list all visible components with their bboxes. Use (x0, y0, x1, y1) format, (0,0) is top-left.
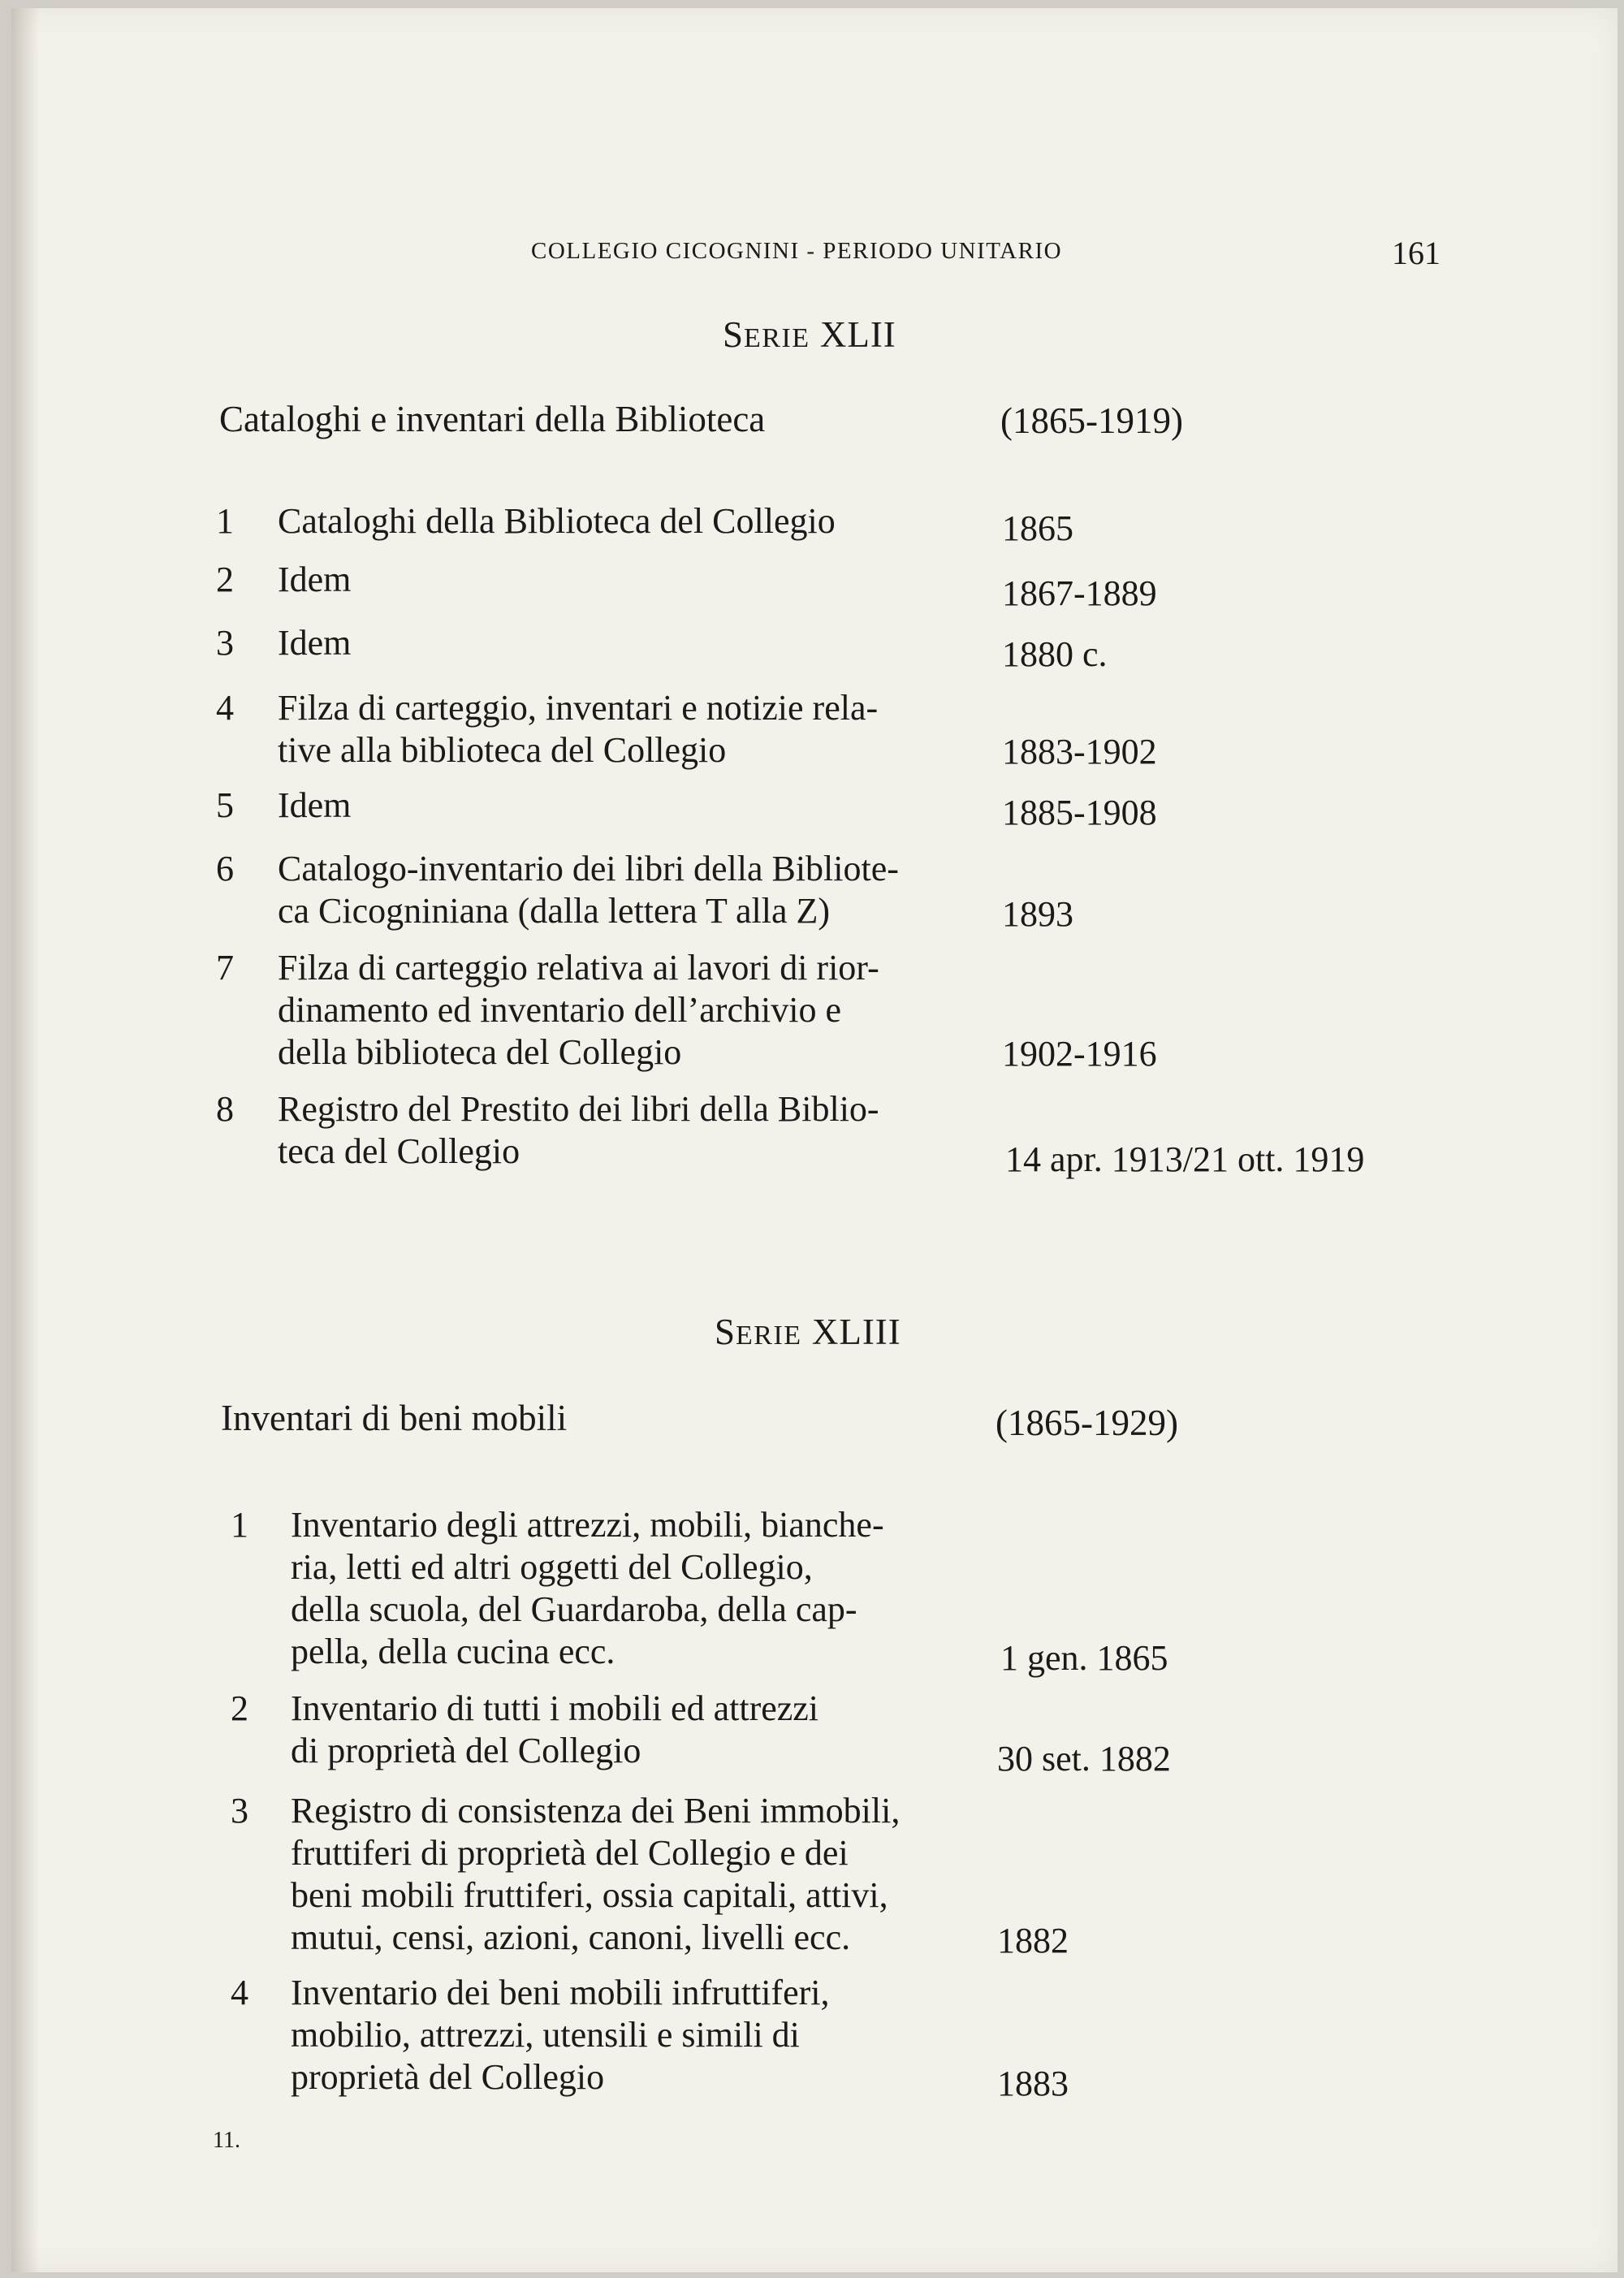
entry-line: beni mobili fruttiferi, ossia capitali, attivi, (291, 1875, 888, 1915)
entry-number: 8 (216, 1089, 234, 1129)
entry-description (291, 1504, 987, 1673)
section-title-xlii: Cataloghi e inventari della Biblioteca (219, 399, 766, 439)
entry-number: 2 (216, 560, 234, 599)
serie-heading-xlii (723, 313, 896, 356)
section-range-xliii: (1865-1929) (996, 1403, 1178, 1443)
entry-line: ria, letti ed altri oggetti del Collegio, (291, 1547, 813, 1587)
entry-line: dinamento ed inventario dell’archivio e (278, 990, 841, 1030)
serie-numeral: XLIII (811, 1312, 901, 1352)
entry-line: ca Cicogniniana (dalla lettera T alla Z) (278, 891, 831, 931)
page-number: 161 (1392, 235, 1440, 271)
entry-description (278, 785, 1025, 827)
entry-line: Registro di consistenza dei Beni immobili, (291, 1791, 901, 1831)
entry-number: 3 (216, 623, 234, 663)
serie-numeral: XLII (819, 314, 896, 355)
running-head: COLLEGIO CICOGNINI - PERIODO UNITARIO (531, 238, 1063, 264)
entry-number: 4 (231, 1973, 248, 2012)
entry-description (278, 687, 1025, 772)
entry-description (291, 1972, 987, 2099)
entry-line: Idem (278, 785, 352, 825)
serie-prefix: S (715, 1312, 736, 1352)
serie-smallcaps: ERIE (736, 1321, 802, 1351)
entry-line: Inventario dei beni mobili infruttiferi, (291, 1973, 830, 2012)
entry-line: di proprietà del Collegio (291, 1731, 641, 1770)
entry-line: teca del Collegio (278, 1131, 520, 1171)
entry-description (278, 500, 1025, 542)
entry-number: 2 (231, 1688, 248, 1728)
entry-date: 1880 c. (1002, 634, 1108, 674)
entry-date: 14 apr. 1913/21 ott. 1919 (1005, 1139, 1365, 1179)
entry-date: 1893 (1002, 894, 1073, 934)
signature-mark: 11. (213, 2128, 240, 2153)
entry-line: Inventario degli attrezzi, mobili, bianche- (291, 1505, 884, 1545)
section-range-xlii: (1865-1919) (1000, 400, 1183, 441)
entry-line: Cataloghi della Biblioteca del Collegio (278, 501, 836, 541)
entry-line: della biblioteca del Collegio (278, 1032, 682, 1072)
entry-date: 1865 (1002, 508, 1073, 548)
entry-description (291, 1688, 987, 1772)
entry-line: proprietà del Collegio (291, 2057, 605, 2097)
serie-smallcaps: ERIE (744, 323, 810, 353)
entry-line: Registro del Prestito dei libri della Biblio- (278, 1089, 879, 1129)
entry-line: della scuola, del Guardaroba, della cap- (291, 1589, 857, 1629)
entry-line: Catalogo-inventario dei libri della Bibliote- (278, 849, 899, 888)
entry-line: Idem (278, 560, 352, 599)
entry-line: Filza di carteggio, inventari e notizie rela- (278, 688, 879, 728)
entry-description (278, 559, 1025, 601)
entry-description (278, 848, 1025, 932)
entry-number: 4 (216, 688, 234, 728)
entry-date: 1902-1916 (1002, 1034, 1157, 1074)
entry-description (278, 1088, 1025, 1173)
entry-date: 1883 (997, 2064, 1069, 2103)
entry-description (278, 622, 1025, 664)
entry-line: Idem (278, 623, 352, 663)
section-title-xliii: Inventari di beni mobili (221, 1398, 568, 1438)
entry-date: 1 gen. 1865 (1000, 1638, 1168, 1678)
entry-number: 1 (216, 501, 234, 541)
entry-line: mutui, censi, azioni, canoni, livelli ecc. (291, 1917, 851, 1957)
entry-line: fruttiferi di proprietà del Collegio e dei (291, 1833, 849, 1873)
entry-line: pella, della cucina ecc. (291, 1632, 615, 1671)
entry-date: 1882 (997, 1921, 1069, 1960)
serie-heading-xliii (715, 1311, 901, 1353)
entry-number: 5 (216, 785, 234, 825)
entry-number: 3 (231, 1791, 248, 1831)
entry-line: Inventario di tutti i mobili ed attrezzi (291, 1688, 819, 1728)
document-page (11, 8, 1618, 2272)
serie-prefix: S (723, 314, 745, 355)
entry-date: 1867-1889 (1002, 573, 1157, 613)
entry-date: 30 set. 1882 (997, 1739, 1171, 1779)
entry-description (278, 947, 1025, 1074)
entry-date: 1883-1902 (1002, 732, 1157, 772)
entry-description (291, 1790, 987, 1959)
entry-number: 1 (231, 1505, 248, 1545)
entry-line: mobilio, attrezzi, utensili e simili di (291, 2015, 800, 2055)
entry-line: Filza di carteggio relativa ai lavori di rior- (278, 948, 879, 988)
entry-number: 7 (216, 948, 234, 988)
entry-line: tive alla biblioteca del Collegio (278, 730, 727, 770)
entry-number: 6 (216, 849, 234, 888)
entry-date: 1885-1908 (1002, 793, 1157, 832)
